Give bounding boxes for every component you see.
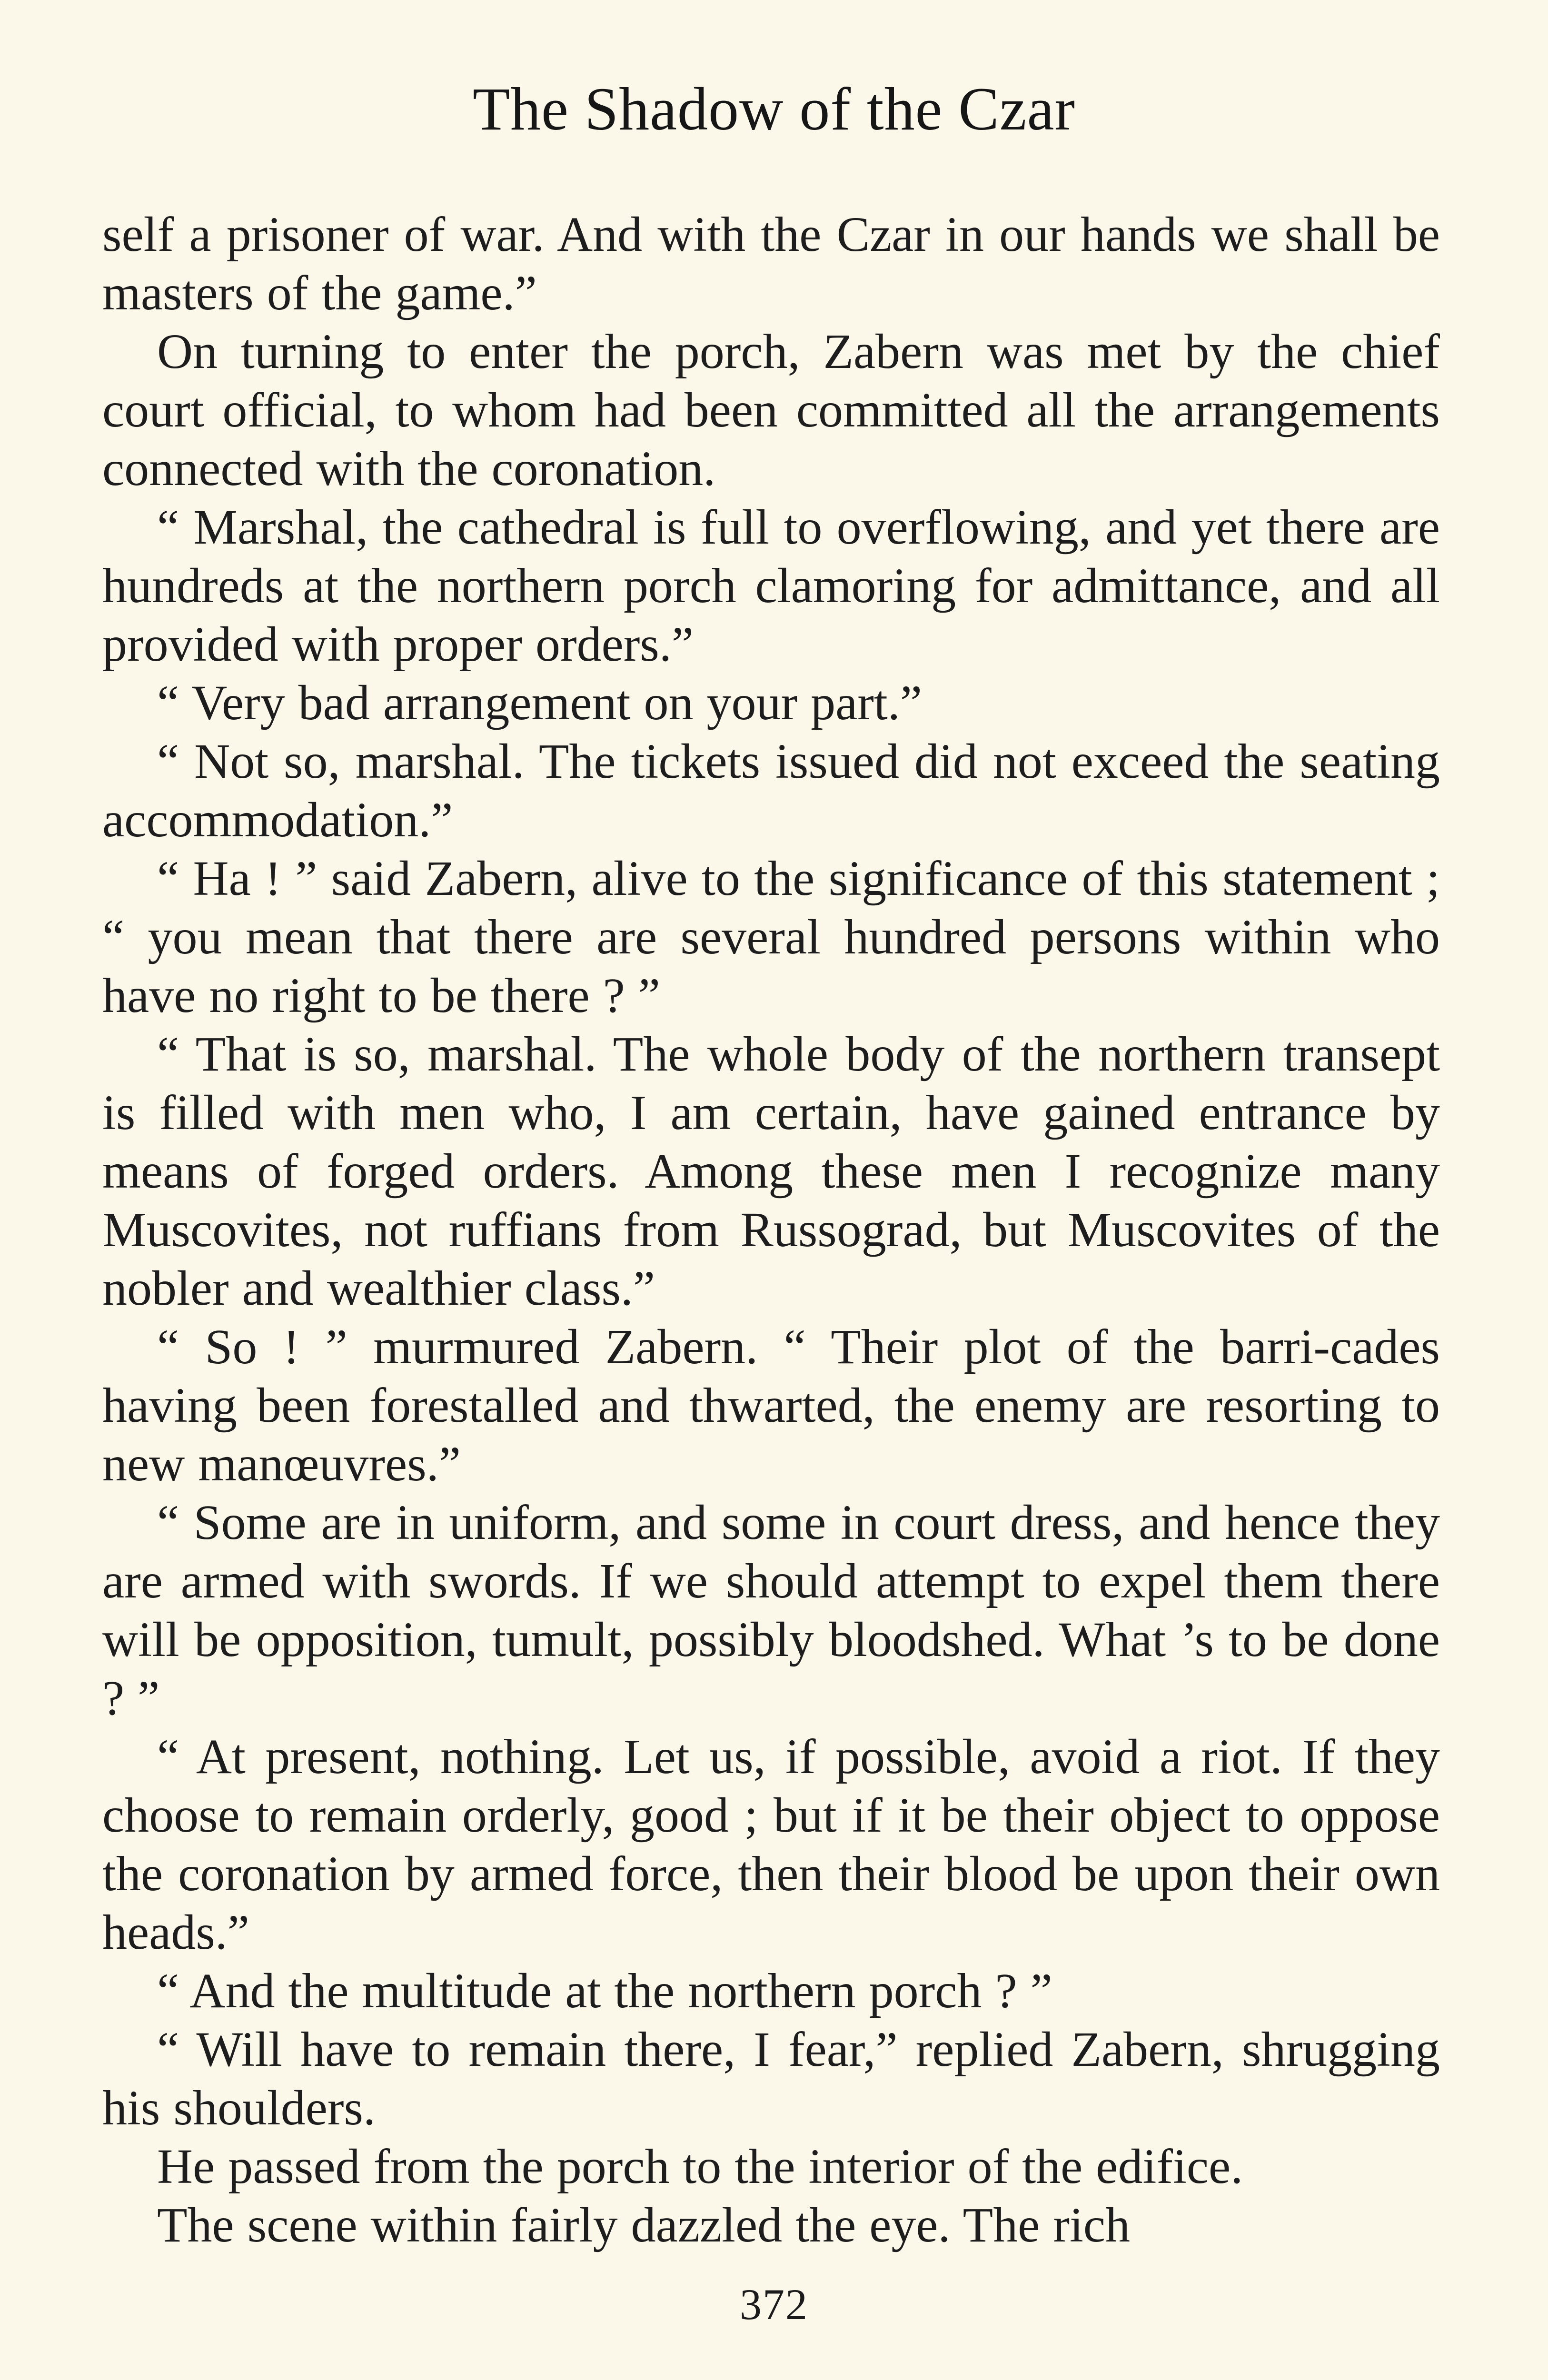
paragraph-7: “ That is so, marshal. The whole body of the northern transept is filled with men who, I am certain, have gained entrance by means of forged orders. Among these men I recognize many Muscovites, not ruffians from Russograd, but Muscovites of the nobler and wealthier class.” bbox=[102, 1027, 1440, 1316]
paragraph-1: self a prisoner of war. And with the Czar in our hands we shall be masters of the game.” bbox=[102, 207, 1440, 320]
paragraph-8: “ So ! ” murmured Zabern. “ Their plot of the barri-cades having been forestalled and thwarted, the enemy are resorting to new manœuvres.” bbox=[102, 1319, 1440, 1491]
paragraph-13: He passed from the porch to the interior of the edifice. bbox=[157, 2139, 1243, 2194]
paragraph-6: “ Ha ! ” said Zabern, alive to the significance of this statement ; “ you mean that there are several hundred persons within who have no right to be there ? ” bbox=[102, 851, 1440, 1023]
paragraph-11: “ And the multitude at the northern porch ? ” bbox=[157, 1964, 1052, 2018]
paragraph-3: “ Marshal, the cathedral is full to overflowing, and yet there are hundreds at the northern porch clamoring for admittance, and all provided with proper orders.” bbox=[102, 500, 1440, 672]
paragraph-5: “ Not so, marshal. The tickets issued did not exceed the seating accommodation.” bbox=[102, 734, 1440, 847]
paragraph-10: “ At present, nothing. Let us, if possible, avoid a riot. If they choose to remain orderly, good ; but if it be their object to oppose the coronation by armed force, then their blood be upon their own heads.” bbox=[102, 1729, 1440, 1960]
paragraph-9: “ Some are in uniform, and some in court dress, and hence they are armed with swords. If we should attempt to expel them there will be opposition, tumult, possibly bloodshed. What ’s to be done ? ” bbox=[102, 1495, 1440, 1726]
running-header: The Shadow of the Czar bbox=[472, 75, 1076, 143]
page-number: 372 bbox=[740, 2280, 808, 2329]
paragraph-12: “ Will have to remain there, I fear,” replied Zabern, shrugging his shoulders. bbox=[102, 2022, 1440, 2135]
body-text bbox=[102, 205, 1440, 2254]
paragraph-4: “ Very bad arrangement on your part.” bbox=[157, 675, 922, 730]
paragraph-2: On turning to enter the porch, Zabern was met by the chief court official, to whom had been committed all the arrangements connected with the coronation. bbox=[102, 324, 1440, 496]
paragraph-14: The scene within fairly dazzled the eye. The rich bbox=[157, 2198, 1131, 2252]
